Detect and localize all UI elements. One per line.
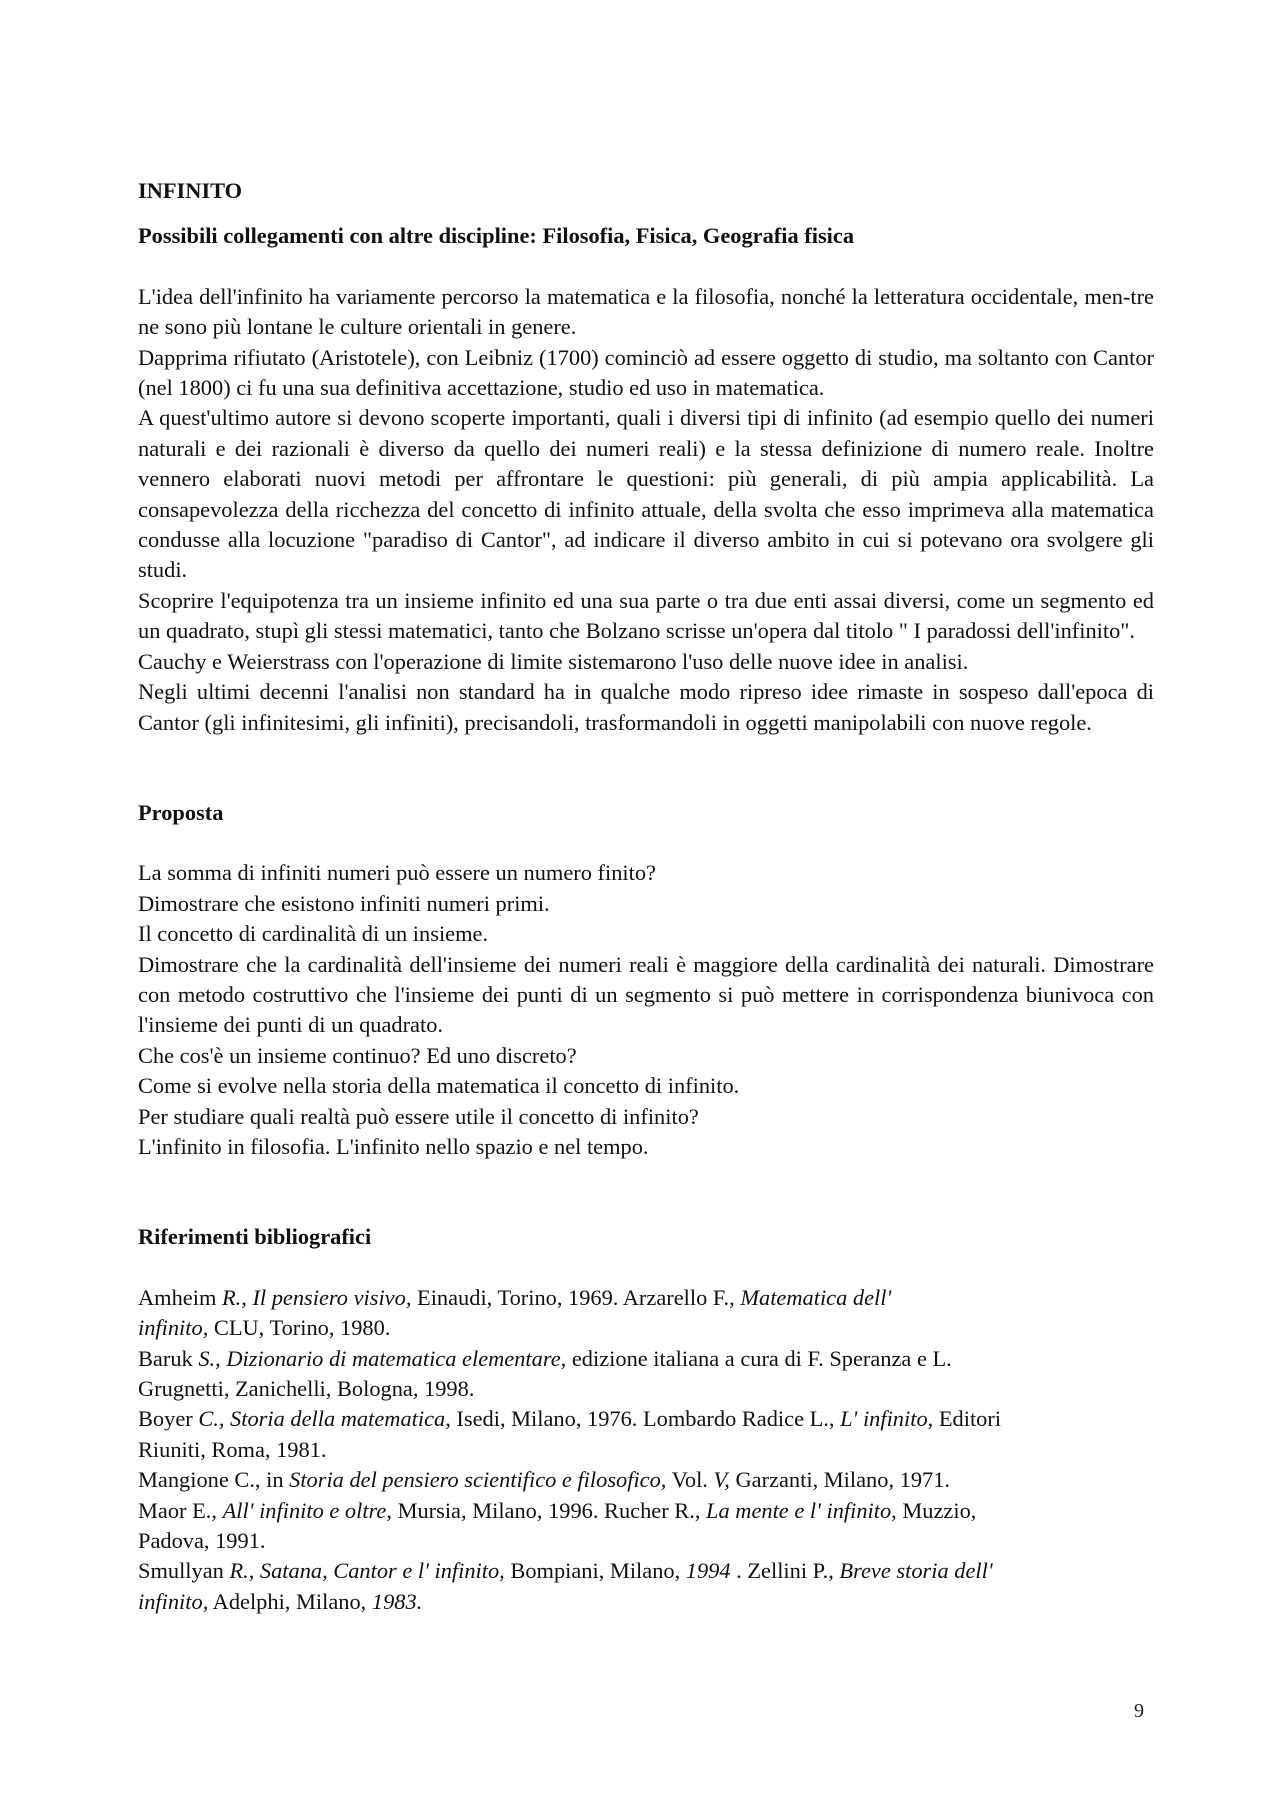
bibliography-line <box>138 1587 1154 1617</box>
proposta-section <box>138 798 1154 1162</box>
bibliography-text: Einaudi, Torino, 1969. Arzarello F., <box>411 1284 741 1310</box>
intro-paragraph: L'idea dell'infinito ha variamente percorso la matematica e la filosofia, nonché la letteratura occidentale, men-tre ne sono più lontane le culture orientali in genere. <box>138 283 1154 340</box>
bibliography-text: Vol. <box>666 1467 714 1493</box>
bibliography-italic-text: 1983. <box>371 1588 423 1614</box>
bibliography-line <box>138 1283 1154 1313</box>
bibliography-italic-text: 1994 <box>685 1558 731 1584</box>
bibliography-text: Amheim <box>138 1284 222 1310</box>
bibliography-text: Muzzio, <box>896 1497 977 1523</box>
bibliography-line <box>138 1404 1154 1434</box>
bibliography-line <box>138 1344 1154 1374</box>
bibliography-text: Baruk <box>138 1345 199 1371</box>
bibliography-line <box>138 1496 1154 1526</box>
bibliography-italic-text: V, <box>713 1467 730 1493</box>
page-number: 9 <box>1134 1700 1144 1722</box>
bibliography-text: Smullyan <box>138 1558 230 1584</box>
bibliography-line <box>138 1435 1154 1465</box>
bibliography-line <box>138 1465 1154 1495</box>
proposta-item: Dimostrare che esistono infiniti numeri primi. <box>138 890 550 916</box>
bibliography-italic-text: La mente e l' infinito, <box>706 1497 897 1523</box>
bibliography-italic-text: C., Storia della matematica, <box>198 1406 451 1432</box>
bibliography-italic-text: Storia del pensiero scientifico e filosofico, <box>289 1467 667 1493</box>
page-subtitle: Possibili collegamenti con altre discipline: Filosofia, Fisica, Geografia fisica <box>138 223 855 249</box>
bibliography-text: Editori <box>933 1406 1002 1432</box>
intro-paragraph: Dapprima rifiutato (Aristotele), con Leibniz (1700) cominciò ad essere oggetto di studio, ma soltanto con Cantor (nel 1800) ci fu una sua definitiva accettazione, studio ed uso in matematica. <box>138 344 1154 401</box>
bibliography-text: edizione italiana a cura di F. Speranza e L. <box>566 1345 952 1371</box>
bibliography-italic-text: S., Dizionario di matematica elementare, <box>198 1345 567 1371</box>
intro-paragraph: A quest'ultimo autore si devono scoperte importanti, quali i diversi tipi di infinito (ad esempio quello dei numeri naturali e dei razionali è diverso da quello dei numeri reali) e la stessa definizione di numero reale. Inoltre vennero elaborati nuovi metodi per affrontare le questioni: più generali, di più ampia applicabilità. La consapevolezza della ricchezza del concetto di infinito attuale, della svolta che esso imprimeva alla matematica condusse alla locuzione "paradiso di Cantor", ad indicare il diverso ambito in cui si potevano ora svolgere gli studi. <box>138 405 1154 583</box>
bibliography-italic-text: R., Satana, Cantor e l' infinito, <box>229 1558 505 1584</box>
riferimenti-section <box>138 1222 1154 1617</box>
bibliography-entry <box>138 1404 1154 1465</box>
bibliography-line <box>138 1313 1154 1343</box>
bibliography-text: CLU, Torino, 1980. <box>208 1315 391 1341</box>
bibliography-text: Boyer <box>138 1406 199 1432</box>
intro-paragraph: Scoprire l'equipotenza tra un insieme infinito ed una sua parte o tra due enti assai diversi, come un segmento ed un quadrato, stupì gli stessi matematici, tanto che Bolzano scrisse un'opera dal titolo " I paradossi dell'infinito". <box>138 587 1154 644</box>
intro-paragraph: Negli ultimi decenni l'analisi non standard ha in qualche modo ripreso idee rimaste in sospeso dall'epoca di Cantor (gli infinitesimi, gli infiniti), precisandoli, trasformandoli in oggetti manipolabili con nuove regole. <box>138 679 1154 735</box>
bibliography-text: Garzanti, Milano, 1971. <box>729 1467 951 1493</box>
bibliography-text: Mursia, Milano, 1996. Rucher R., <box>391 1497 707 1523</box>
bibliography-italic-text: infinito, <box>138 1588 209 1614</box>
bibliography-text: Grugnetti, Zanichelli, Bologna, 1998. <box>138 1376 475 1401</box>
bibliography-text: Maor E., <box>138 1497 223 1523</box>
bibliography-italic-text: R., Il pensiero visivo, <box>221 1284 412 1310</box>
bibliography-italic-text: infinito, <box>138 1315 209 1341</box>
page-title: INFINITO <box>138 178 243 203</box>
bibliography-list <box>138 1283 1154 1617</box>
proposta-item: Dimostrare che la cardinalità dell'insieme dei numeri reali è maggiore della cardinalità dei naturali. Dimostrare con metodo costruttivo che l'insieme dei punti di un segmento si può mettere in corrispondenza biunivoca con l'insieme dei punti di un quadrato. <box>138 951 1154 1038</box>
bibliography-italic-text: Breve storia dell' <box>839 1558 993 1584</box>
bibliography-entry <box>138 1496 1154 1557</box>
bibliography-text: Padova, 1991. <box>138 1528 266 1554</box>
bibliography-entry <box>138 1344 1154 1405</box>
proposta-item: L'infinito in filosofia. L'infinito nello spazio e nel tempo. <box>138 1133 649 1159</box>
bibliography-text: Isedi, Milano, 1976. Lombardo Radice L., <box>450 1406 841 1432</box>
section-heading-riferimenti: Riferimenti bibliografici <box>138 1224 372 1250</box>
intro-paragraph: Cauchy e Weierstrass con l'operazione di limite sistemarono l'uso delle nuove idee in analisi. <box>138 648 969 674</box>
bibliography-text: Bompiani, Milano, <box>504 1558 686 1584</box>
bibliography-line <box>138 1374 1154 1404</box>
bibliography-italic-text: All' infinito e oltre, <box>222 1497 392 1523</box>
intro-section <box>138 282 1154 738</box>
bibliography-text: Riuniti, Roma, 1981. <box>138 1436 327 1462</box>
bibliography-entry <box>138 1465 1154 1495</box>
bibliography-text: . Zellini P., <box>730 1558 840 1584</box>
bibliography-text: Adelphi, Milano, <box>208 1588 372 1614</box>
bibliography-line <box>138 1526 1154 1556</box>
proposta-item: Il concetto di cardinalità di un insieme. <box>138 921 489 947</box>
proposta-item: Come si evolve nella storia della matematica il concetto di infinito. <box>138 1073 740 1099</box>
bibliography-entry <box>138 1283 1154 1344</box>
bibliography-line <box>138 1556 1154 1586</box>
bibliography-italic-text: Matematica dell' <box>740 1284 892 1310</box>
proposta-item: Per studiare quali realtà può essere utile il concetto di infinito? <box>138 1103 699 1129</box>
bibliography-entry <box>138 1556 1154 1617</box>
proposta-item: Che cos'è un insieme continuo? Ed uno discreto? <box>138 1042 577 1068</box>
section-heading-proposta: Proposta <box>138 799 224 825</box>
proposta-item: La somma di infiniti numeri può essere un numero finito? <box>138 860 656 886</box>
document-body <box>138 176 1154 1617</box>
bibliography-text: Mangione C., in <box>138 1467 290 1493</box>
bibliography-italic-text: L' infinito, <box>840 1406 934 1432</box>
